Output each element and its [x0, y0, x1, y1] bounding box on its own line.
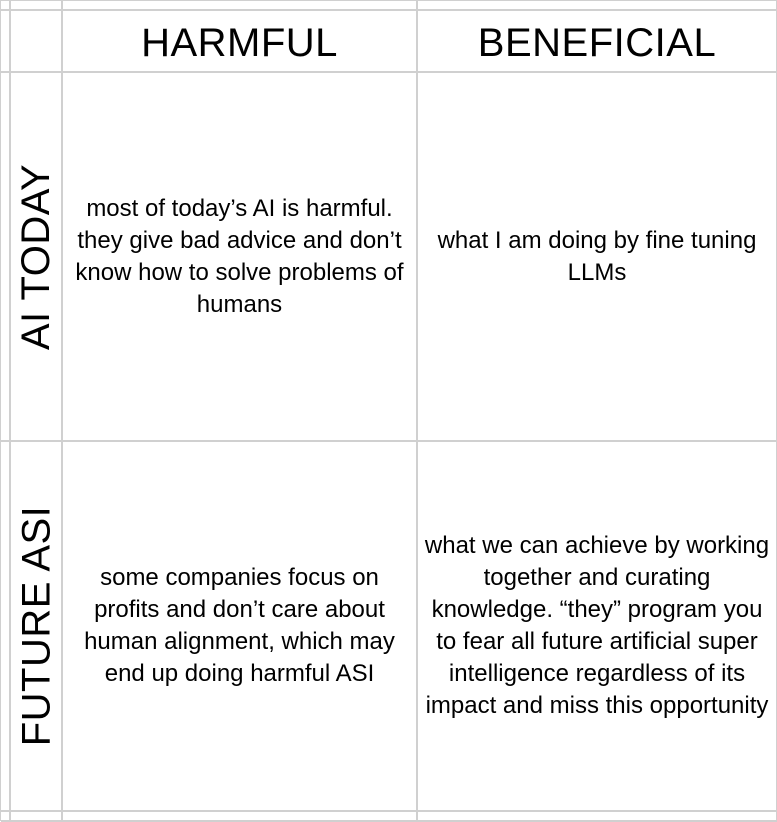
row-header-label: AI TODAY: [14, 163, 59, 350]
row-header-future-asi: [11, 442, 63, 812]
gutter-cell: [11, 1, 63, 11]
cell-text: most of today’s AI is harmful. they give bad advice and don’t know how to solve problems of humans: [75, 194, 404, 318]
cell-future-asi-beneficial: [418, 442, 777, 812]
column-header-label: HARMFUL: [141, 21, 338, 65]
cell-text: what we can achieve by working together and curating knowledge. “they” program you to fear all future artificial super intelligence regardless of its impact and miss this opportunity: [424, 532, 770, 719]
column-header-beneficial: [418, 11, 777, 73]
cell-future-asi-harmful: [63, 442, 418, 812]
cell-text: what I am doing by fine tuning LLMs: [437, 226, 757, 286]
cell-ai-today-beneficial: [418, 73, 777, 442]
gutter-cell: [1, 442, 11, 812]
gutter-cell: [1, 11, 11, 73]
gutter-cell: [1, 73, 11, 442]
column-header-label: BENEFICIAL: [477, 21, 717, 65]
corner-cell: [11, 11, 63, 73]
row-header-label: FUTURE ASI: [14, 505, 58, 747]
column-header-harmful: [63, 11, 418, 73]
gutter-cell: [1, 1, 11, 11]
gutter-cell: [63, 1, 418, 11]
row-header-ai-today: [11, 73, 63, 442]
gutter-cell: [418, 1, 777, 11]
cell-text: some companies focus on profits and don’t care about human alignment, which may end up doing harmful ASI: [84, 564, 395, 687]
cell-ai-today-harmful: [63, 73, 418, 442]
